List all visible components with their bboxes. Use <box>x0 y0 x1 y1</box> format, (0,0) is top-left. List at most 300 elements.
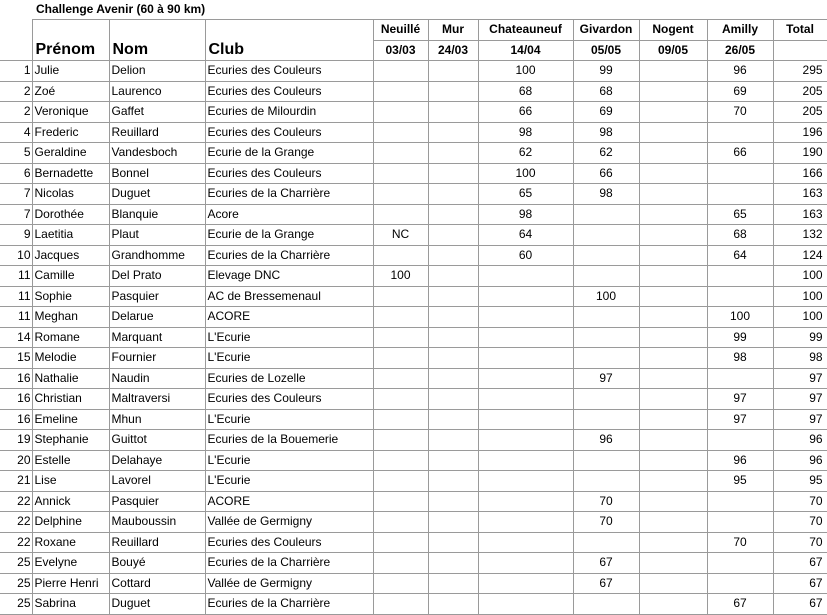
nom-cell[interactable]: Gaffet <box>109 102 205 123</box>
prenom-cell[interactable]: Annick <box>32 491 109 512</box>
score-cell[interactable] <box>639 163 707 184</box>
score-cell[interactable] <box>639 122 707 143</box>
score-cell[interactable]: 100 <box>707 307 773 328</box>
total-cell[interactable]: 205 <box>773 81 827 102</box>
club-cell[interactable]: Ecuries de la Charrière <box>205 245 373 266</box>
nom-cell[interactable]: Maltraversi <box>109 389 205 410</box>
club-cell[interactable]: Ecurie de la Grange <box>205 143 373 164</box>
club-cell[interactable]: L'Ecurie <box>205 348 373 369</box>
event-name-givardon[interactable]: Givardon <box>573 20 639 41</box>
total-cell[interactable]: 97 <box>773 368 827 389</box>
score-cell[interactable]: 62 <box>478 143 573 164</box>
prenom-cell[interactable]: Laetitia <box>32 225 109 246</box>
score-cell[interactable] <box>639 286 707 307</box>
total-cell[interactable]: 99 <box>773 327 827 348</box>
club-cell[interactable]: Ecuries de Milourdin <box>205 102 373 123</box>
score-cell[interactable] <box>573 594 639 615</box>
rank-cell[interactable]: 25 <box>0 573 32 594</box>
score-cell[interactable]: 97 <box>707 409 773 430</box>
club-cell[interactable]: Acore <box>205 204 373 225</box>
club-cell[interactable]: ACORE <box>205 307 373 328</box>
score-cell[interactable]: 60 <box>478 245 573 266</box>
score-cell[interactable]: 99 <box>707 327 773 348</box>
score-cell[interactable]: 64 <box>707 245 773 266</box>
prenom-cell[interactable]: Meghan <box>32 307 109 328</box>
rank-cell[interactable]: 22 <box>0 512 32 533</box>
nom-cell[interactable]: Delion <box>109 61 205 82</box>
event-name-neuille[interactable]: Neuillé <box>373 20 428 41</box>
prenom-cell[interactable]: Jacques <box>32 245 109 266</box>
nom-cell[interactable]: Delahaye <box>109 450 205 471</box>
prenom-cell[interactable]: Zoé <box>32 81 109 102</box>
total-cell[interactable]: 190 <box>773 143 827 164</box>
rank-cell[interactable]: 11 <box>0 266 32 287</box>
prenom-header[interactable]: Prénom <box>32 40 109 61</box>
prenom-cell[interactable]: Frederic <box>32 122 109 143</box>
total-cell[interactable]: 100 <box>773 266 827 287</box>
score-cell[interactable] <box>373 512 428 533</box>
score-cell[interactable] <box>478 327 573 348</box>
score-cell[interactable]: 65 <box>707 204 773 225</box>
rank-cell[interactable]: 5 <box>0 143 32 164</box>
rank-cell[interactable]: 19 <box>0 430 32 451</box>
total-cell[interactable]: 97 <box>773 409 827 430</box>
score-cell[interactable]: 68 <box>478 81 573 102</box>
event-name-chateauneuf[interactable]: Chateauneuf <box>478 20 573 41</box>
score-cell[interactable] <box>373 143 428 164</box>
score-cell[interactable] <box>639 553 707 574</box>
score-cell[interactable] <box>373 553 428 574</box>
rank-cell[interactable]: 1 <box>0 61 32 82</box>
club-cell[interactable]: Ecuries des Couleurs <box>205 122 373 143</box>
score-cell[interactable]: 68 <box>573 81 639 102</box>
score-cell[interactable] <box>639 184 707 205</box>
score-cell[interactable]: 62 <box>573 143 639 164</box>
club-cell[interactable]: L'Ecurie <box>205 327 373 348</box>
rank-cell[interactable]: 11 <box>0 286 32 307</box>
total-cell[interactable]: 124 <box>773 245 827 266</box>
score-cell[interactable]: 98 <box>478 204 573 225</box>
nom-cell[interactable]: Pasquier <box>109 491 205 512</box>
score-cell[interactable] <box>707 491 773 512</box>
club-cell[interactable]: L'Ecurie <box>205 409 373 430</box>
score-cell[interactable] <box>707 286 773 307</box>
score-cell[interactable]: 64 <box>478 225 573 246</box>
score-cell[interactable] <box>428 204 478 225</box>
score-cell[interactable] <box>639 471 707 492</box>
rank-header[interactable] <box>0 20 32 41</box>
club-cell[interactable]: Elevage DNC <box>205 266 373 287</box>
club-cell[interactable]: Ecuries des Couleurs <box>205 61 373 82</box>
nom-cell[interactable]: Duguet <box>109 184 205 205</box>
rank-cell[interactable]: 7 <box>0 184 32 205</box>
prenom-cell[interactable]: Melodie <box>32 348 109 369</box>
prenom-cell[interactable]: Sabrina <box>32 594 109 615</box>
score-cell[interactable] <box>639 491 707 512</box>
nom-header-top[interactable] <box>109 20 205 41</box>
score-cell[interactable] <box>639 409 707 430</box>
club-cell[interactable]: Ecurie de la Grange <box>205 225 373 246</box>
score-cell[interactable]: 67 <box>573 553 639 574</box>
rank-cell[interactable]: 4 <box>0 122 32 143</box>
score-cell[interactable] <box>573 204 639 225</box>
score-cell[interactable] <box>373 471 428 492</box>
prenom-cell[interactable]: Dorothée <box>32 204 109 225</box>
score-cell[interactable] <box>428 122 478 143</box>
rank-header-2[interactable] <box>0 40 32 61</box>
nom-cell[interactable]: Laurenco <box>109 81 205 102</box>
score-cell[interactable] <box>639 450 707 471</box>
score-cell[interactable] <box>573 409 639 430</box>
prenom-cell[interactable]: Nathalie <box>32 368 109 389</box>
score-cell[interactable]: 98 <box>478 122 573 143</box>
nom-cell[interactable]: Del Prato <box>109 266 205 287</box>
score-cell[interactable] <box>428 163 478 184</box>
score-cell[interactable] <box>639 327 707 348</box>
event-name-mur[interactable]: Mur <box>428 20 478 41</box>
score-cell[interactable] <box>428 450 478 471</box>
club-cell[interactable]: Vallée de Germigny <box>205 512 373 533</box>
score-cell[interactable] <box>478 430 573 451</box>
score-cell[interactable] <box>639 204 707 225</box>
rank-cell[interactable]: 21 <box>0 471 32 492</box>
total-cell[interactable]: 67 <box>773 594 827 615</box>
rank-cell[interactable]: 22 <box>0 491 32 512</box>
score-cell[interactable] <box>373 81 428 102</box>
prenom-cell[interactable]: Romane <box>32 327 109 348</box>
score-cell[interactable] <box>373 286 428 307</box>
score-cell[interactable]: 98 <box>573 184 639 205</box>
prenom-cell[interactable]: Evelyne <box>32 553 109 574</box>
score-cell[interactable]: 98 <box>573 122 639 143</box>
rank-cell[interactable]: 2 <box>0 102 32 123</box>
score-cell[interactable] <box>428 348 478 369</box>
total-cell[interactable]: 163 <box>773 184 827 205</box>
score-cell[interactable] <box>428 143 478 164</box>
score-cell[interactable] <box>707 430 773 451</box>
prenom-cell[interactable]: Geraldine <box>32 143 109 164</box>
prenom-cell[interactable]: Lise <box>32 471 109 492</box>
score-cell[interactable] <box>478 532 573 553</box>
rank-cell[interactable]: 10 <box>0 245 32 266</box>
total-cell[interactable]: 205 <box>773 102 827 123</box>
score-cell[interactable]: 70 <box>707 102 773 123</box>
total-cell[interactable]: 95 <box>773 471 827 492</box>
total-cell[interactable]: 70 <box>773 491 827 512</box>
prenom-cell[interactable]: Camille <box>32 266 109 287</box>
total-cell[interactable]: 98 <box>773 348 827 369</box>
prenom-cell[interactable]: Stephanie <box>32 430 109 451</box>
score-cell[interactable]: 96 <box>707 450 773 471</box>
total-header-blank[interactable] <box>773 40 827 61</box>
club-cell[interactable]: Ecuries des Couleurs <box>205 163 373 184</box>
score-cell[interactable] <box>428 430 478 451</box>
score-cell[interactable] <box>707 266 773 287</box>
score-cell[interactable]: 69 <box>573 102 639 123</box>
prenom-header-top[interactable] <box>32 20 109 41</box>
score-cell[interactable]: 66 <box>707 143 773 164</box>
nom-cell[interactable]: Mhun <box>109 409 205 430</box>
score-cell[interactable] <box>478 553 573 574</box>
prenom-cell[interactable]: Nicolas <box>32 184 109 205</box>
total-cell[interactable]: 100 <box>773 307 827 328</box>
score-cell[interactable]: 69 <box>707 81 773 102</box>
score-cell[interactable] <box>573 450 639 471</box>
score-cell[interactable]: 70 <box>573 512 639 533</box>
nom-cell[interactable]: Marquant <box>109 327 205 348</box>
score-cell[interactable] <box>428 61 478 82</box>
score-cell[interactable] <box>428 553 478 574</box>
score-cell[interactable]: 95 <box>707 471 773 492</box>
score-cell[interactable] <box>478 266 573 287</box>
nom-cell[interactable]: Bonnel <box>109 163 205 184</box>
nom-cell[interactable]: Delarue <box>109 307 205 328</box>
nom-cell[interactable]: Mauboussin <box>109 512 205 533</box>
score-cell[interactable] <box>707 184 773 205</box>
score-cell[interactable] <box>639 532 707 553</box>
score-cell[interactable]: 70 <box>573 491 639 512</box>
score-cell[interactable]: 65 <box>478 184 573 205</box>
event-date-mur[interactable]: 24/03 <box>428 40 478 61</box>
score-cell[interactable] <box>639 368 707 389</box>
score-cell[interactable] <box>478 594 573 615</box>
score-cell[interactable] <box>428 184 478 205</box>
rank-cell[interactable]: 7 <box>0 204 32 225</box>
total-header[interactable]: Total <box>773 20 827 41</box>
rank-cell[interactable]: 22 <box>0 532 32 553</box>
score-cell[interactable]: 70 <box>707 532 773 553</box>
corner-cell[interactable] <box>0 0 32 20</box>
score-cell[interactable] <box>478 450 573 471</box>
nom-cell[interactable]: Naudin <box>109 368 205 389</box>
score-cell[interactable] <box>428 409 478 430</box>
total-cell[interactable]: 67 <box>773 553 827 574</box>
score-cell[interactable] <box>428 307 478 328</box>
prenom-cell[interactable]: Roxane <box>32 532 109 553</box>
score-cell[interactable]: 67 <box>707 594 773 615</box>
rank-cell[interactable]: 14 <box>0 327 32 348</box>
score-cell[interactable]: NC <box>373 225 428 246</box>
score-cell[interactable] <box>428 286 478 307</box>
score-cell[interactable]: 100 <box>478 163 573 184</box>
score-cell[interactable] <box>428 327 478 348</box>
score-cell[interactable] <box>428 471 478 492</box>
score-cell[interactable] <box>373 368 428 389</box>
total-cell[interactable]: 132 <box>773 225 827 246</box>
total-cell[interactable]: 166 <box>773 163 827 184</box>
rank-cell[interactable]: 15 <box>0 348 32 369</box>
nom-cell[interactable]: Grandhomme <box>109 245 205 266</box>
score-cell[interactable] <box>707 368 773 389</box>
score-cell[interactable] <box>373 102 428 123</box>
nom-cell[interactable]: Pasquier <box>109 286 205 307</box>
club-cell[interactable]: L'Ecurie <box>205 471 373 492</box>
score-cell[interactable] <box>478 471 573 492</box>
score-cell[interactable] <box>478 286 573 307</box>
score-cell[interactable]: 66 <box>573 163 639 184</box>
score-cell[interactable] <box>373 430 428 451</box>
rank-cell[interactable]: 2 <box>0 81 32 102</box>
score-cell[interactable] <box>707 573 773 594</box>
club-header-top[interactable] <box>205 20 373 41</box>
rank-cell[interactable]: 11 <box>0 307 32 328</box>
club-cell[interactable]: Ecuries des Couleurs <box>205 389 373 410</box>
prenom-cell[interactable]: Pierre Henri <box>32 573 109 594</box>
score-cell[interactable] <box>373 307 428 328</box>
rank-cell[interactable]: 16 <box>0 409 32 430</box>
rank-cell[interactable]: 20 <box>0 450 32 471</box>
club-cell[interactable]: L'Ecurie <box>205 450 373 471</box>
score-cell[interactable] <box>639 81 707 102</box>
club-cell[interactable]: Ecuries des Couleurs <box>205 81 373 102</box>
score-cell[interactable] <box>478 368 573 389</box>
score-cell[interactable] <box>639 266 707 287</box>
score-cell[interactable] <box>373 348 428 369</box>
score-cell[interactable] <box>707 122 773 143</box>
club-cell[interactable]: Ecuries de la Charrière <box>205 184 373 205</box>
score-cell[interactable] <box>573 471 639 492</box>
score-cell[interactable] <box>373 122 428 143</box>
score-cell[interactable] <box>373 532 428 553</box>
score-cell[interactable] <box>428 594 478 615</box>
score-cell[interactable] <box>478 389 573 410</box>
score-cell[interactable] <box>639 102 707 123</box>
score-cell[interactable]: 100 <box>373 266 428 287</box>
score-cell[interactable] <box>373 327 428 348</box>
club-cell[interactable]: Vallée de Germigny <box>205 573 373 594</box>
nom-cell[interactable]: Reuillard <box>109 122 205 143</box>
nom-cell[interactable]: Blanquie <box>109 204 205 225</box>
score-cell[interactable]: 97 <box>707 389 773 410</box>
rank-cell[interactable]: 25 <box>0 553 32 574</box>
score-cell[interactable]: 66 <box>478 102 573 123</box>
score-cell[interactable] <box>373 491 428 512</box>
score-cell[interactable] <box>639 225 707 246</box>
score-cell[interactable] <box>573 327 639 348</box>
nom-cell[interactable]: Reuillard <box>109 532 205 553</box>
score-cell[interactable] <box>373 61 428 82</box>
score-cell[interactable] <box>639 348 707 369</box>
score-cell[interactable] <box>373 184 428 205</box>
score-cell[interactable] <box>478 307 573 328</box>
total-cell[interactable]: 97 <box>773 389 827 410</box>
event-date-amilly[interactable]: 26/05 <box>707 40 773 61</box>
score-cell[interactable] <box>639 573 707 594</box>
club-cell[interactable]: AC de Bressemenaul <box>205 286 373 307</box>
rank-cell[interactable]: 25 <box>0 594 32 615</box>
score-cell[interactable] <box>478 573 573 594</box>
prenom-cell[interactable]: Bernadette <box>32 163 109 184</box>
total-cell[interactable]: 100 <box>773 286 827 307</box>
score-cell[interactable] <box>573 532 639 553</box>
total-cell[interactable]: 96 <box>773 430 827 451</box>
nom-cell[interactable]: Lavorel <box>109 471 205 492</box>
total-cell[interactable]: 70 <box>773 532 827 553</box>
score-cell[interactable] <box>573 266 639 287</box>
club-cell[interactable]: Ecuries de Lozelle <box>205 368 373 389</box>
score-cell[interactable] <box>373 163 428 184</box>
nom-cell[interactable]: Duguet <box>109 594 205 615</box>
score-cell[interactable]: 96 <box>707 61 773 82</box>
total-cell[interactable]: 295 <box>773 61 827 82</box>
prenom-cell[interactable]: Christian <box>32 389 109 410</box>
score-cell[interactable] <box>573 348 639 369</box>
score-cell[interactable] <box>428 389 478 410</box>
score-cell[interactable] <box>639 245 707 266</box>
score-cell[interactable] <box>639 594 707 615</box>
score-cell[interactable]: 98 <box>707 348 773 369</box>
club-cell[interactable]: Ecuries des Couleurs <box>205 532 373 553</box>
score-cell[interactable] <box>573 389 639 410</box>
score-cell[interactable] <box>428 245 478 266</box>
score-cell[interactable] <box>707 553 773 574</box>
score-cell[interactable]: 99 <box>573 61 639 82</box>
score-cell[interactable] <box>373 573 428 594</box>
prenom-cell[interactable]: Emeline <box>32 409 109 430</box>
event-date-neuille[interactable]: 03/03 <box>373 40 428 61</box>
score-cell[interactable] <box>639 143 707 164</box>
score-cell[interactable]: 97 <box>573 368 639 389</box>
score-cell[interactable] <box>639 512 707 533</box>
total-cell[interactable]: 70 <box>773 512 827 533</box>
score-cell[interactable] <box>428 512 478 533</box>
total-cell[interactable]: 196 <box>773 122 827 143</box>
score-cell[interactable] <box>428 102 478 123</box>
club-cell[interactable]: ACORE <box>205 491 373 512</box>
sheet-title[interactable]: Challenge Avenir (60 à 90 km) <box>32 0 373 20</box>
nom-cell[interactable]: Guittot <box>109 430 205 451</box>
score-cell[interactable] <box>478 409 573 430</box>
score-cell[interactable] <box>639 307 707 328</box>
score-cell[interactable] <box>573 245 639 266</box>
score-cell[interactable] <box>707 163 773 184</box>
event-date-givardon[interactable]: 05/05 <box>573 40 639 61</box>
club-cell[interactable]: Ecuries de la Charrière <box>205 553 373 574</box>
club-header[interactable]: Club <box>205 40 373 61</box>
score-cell[interactable] <box>639 430 707 451</box>
score-cell[interactable] <box>428 266 478 287</box>
score-cell[interactable] <box>428 532 478 553</box>
total-cell[interactable]: 96 <box>773 450 827 471</box>
prenom-cell[interactable]: Estelle <box>32 450 109 471</box>
score-cell[interactable] <box>573 307 639 328</box>
score-cell[interactable] <box>478 348 573 369</box>
nom-cell[interactable]: Cottard <box>109 573 205 594</box>
prenom-cell[interactable]: Delphine <box>32 512 109 533</box>
prenom-cell[interactable]: Veronique <box>32 102 109 123</box>
total-cell[interactable]: 163 <box>773 204 827 225</box>
event-date-nogent[interactable]: 09/05 <box>639 40 707 61</box>
nom-cell[interactable]: Vandesboch <box>109 143 205 164</box>
score-cell[interactable]: 100 <box>573 286 639 307</box>
club-cell[interactable]: Ecuries de la Charrière <box>205 594 373 615</box>
prenom-cell[interactable]: Sophie <box>32 286 109 307</box>
rank-cell[interactable]: 9 <box>0 225 32 246</box>
rank-cell[interactable]: 6 <box>0 163 32 184</box>
nom-cell[interactable]: Fournier <box>109 348 205 369</box>
score-cell[interactable] <box>373 389 428 410</box>
score-cell[interactable]: 100 <box>478 61 573 82</box>
score-cell[interactable] <box>428 225 478 246</box>
total-cell[interactable]: 67 <box>773 573 827 594</box>
score-cell[interactable] <box>373 245 428 266</box>
score-cell[interactable] <box>428 491 478 512</box>
score-cell[interactable] <box>707 512 773 533</box>
score-cell[interactable] <box>428 368 478 389</box>
score-cell[interactable] <box>428 81 478 102</box>
club-cell[interactable]: Ecuries de la Bouemerie <box>205 430 373 451</box>
score-cell[interactable]: 67 <box>573 573 639 594</box>
